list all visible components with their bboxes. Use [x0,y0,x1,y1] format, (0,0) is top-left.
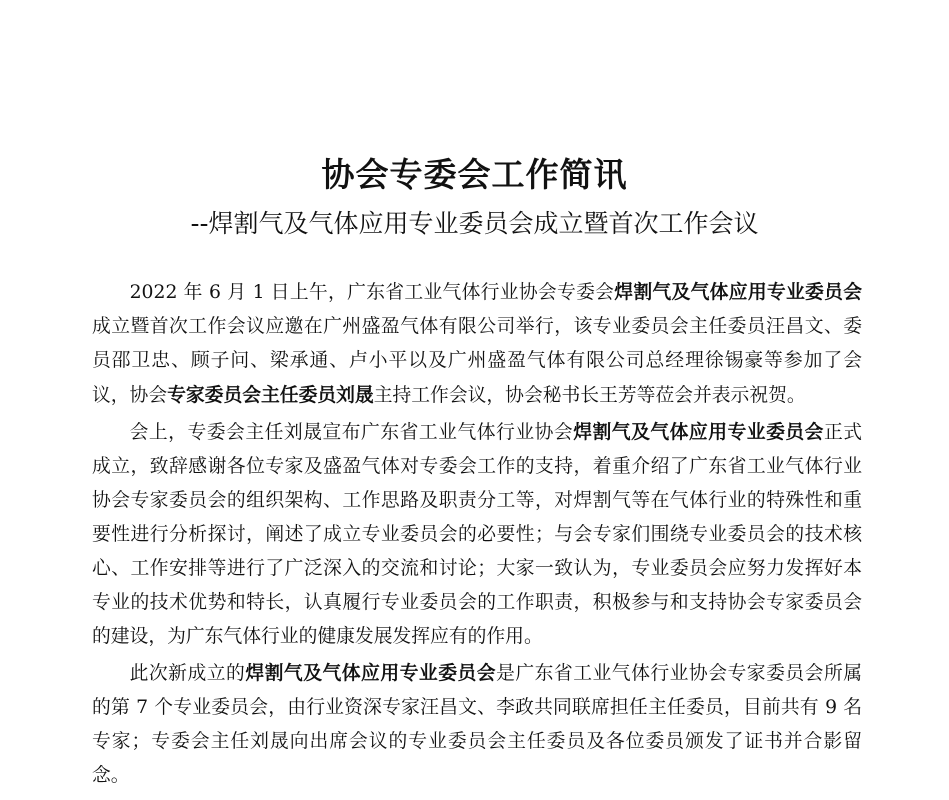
paragraph-3 [92,656,862,793]
paragraph-1 [92,275,862,413]
committee-name-bold: 焊割气及气体应用专业委员会 [614,281,862,303]
committee-name-bold: 焊割气及气体应用专业委员会 [245,662,497,684]
document-title: 协会专委会工作简讯 [321,155,628,194]
paragraph-2 [92,415,862,654]
document-body [92,275,862,795]
document-subtitle: --焊割气及气体应用专业委员会成立暨首次工作会议 [190,209,759,238]
paragraph-3-text: 是广东省工业气体行业协会专家委员会所属的第 7 个专业委员会，由行业资深专家汪昌文、李政共同联席担任主任委员，目前共有 9 名专家；专委会主任刘晟向出席会议的专业委员会主任委员及各位委员颁发了证书并合影留念。 [92,663,863,786]
paragraph-1-text: 2022 年 6 月 1 日上午，广东省工业气体行业协会专委会 [129,282,615,303]
paragraph-1-text: 主持工作会议，协会秘书长王芳等莅会并表示祝贺。 [373,385,806,406]
paragraph-3-text: 此次新成立的 [129,663,246,684]
committee-name-bold: 焊割气及气体应用专业委员会 [573,421,824,443]
paragraph-2-text: 正式成立，致辞感谢各位专家及盛盈气体对专委会工作的支持，着重介绍了广东省工业气体行业协会专家委员会的组织架构、工作思路及职责分工等，对焊割气等在气体行业的特殊性和重要性进行分析探讨，阐述了成立专业委员会的必要性；与会专家们围绕专业委员会的技术核心、工作安排等进行了广泛深入的交流和讨论；大家一致认为，专业委员会应努力发挥好本专业的技术优势和特长，认真履行专业委员会的工作职责，积极参与和支持协会专家委员会的建设，为广东气体行业的健康发展发挥应有的作用。 [92,422,863,647]
paragraph-1-text: 成立暨首次工作会议应邀在广州盛盈气体有限公司举行，该专业委员会主任委员汪昌文、委员邵卫忠、顾子问、梁承通、卢小平以及广州盛盈气体有限公司总经理徐锡豪等参加了会议，协会 [92,316,862,406]
paragraph-2-text: 会上，专委会主任刘晟宣布广东省工业气体行业协会 [129,422,574,443]
chair-name-bold: 专家委员会主任委员刘晟 [167,384,374,406]
